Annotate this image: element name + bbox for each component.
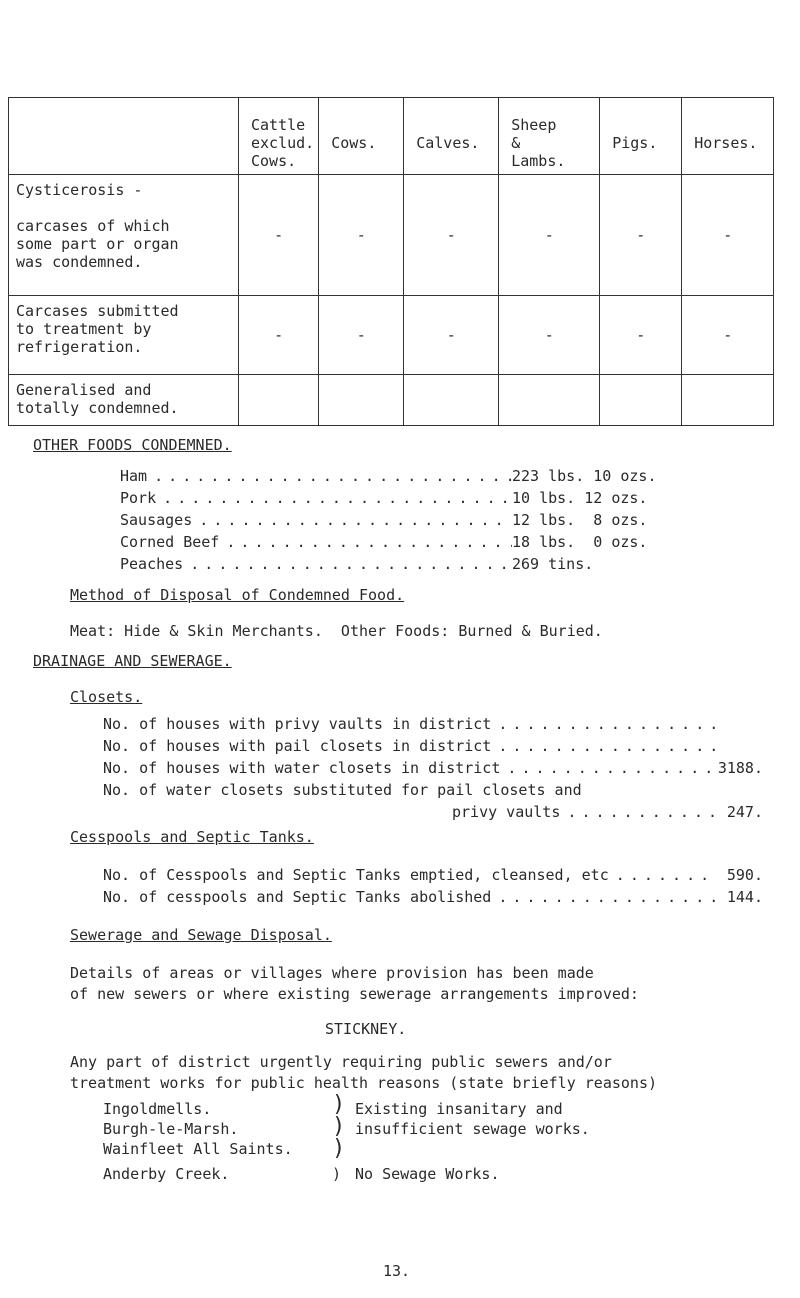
table-cell: -: [319, 175, 404, 296]
row-label: Carcases submitted to treatment by refrigeration.: [9, 296, 239, 375]
closet-row: [452, 803, 763, 821]
table-cell: [600, 375, 682, 426]
column-header: Calves.: [404, 98, 499, 175]
table-cell: -: [499, 296, 600, 375]
column-header: Pigs.: [600, 98, 682, 175]
table-cell: -: [682, 175, 774, 296]
sewerage-heading: Sewerage and Sewage Disposal.: [70, 926, 332, 944]
closet-text: No. of water closets substituted for pail closets and: [103, 781, 582, 799]
closet-text: No. of houses with privy vaults in district: [103, 715, 492, 733]
cesspool-text: No. of Cesspools and Septic Tanks emptied, cleansed, etc: [103, 866, 609, 884]
area-group-reason: No Sewage Works.: [355, 1165, 500, 1183]
other-foods-heading: OTHER FOODS CONDEMNED.: [33, 436, 232, 454]
row-label: Cysticerosis - carcases of which some part or organ was condemned.: [9, 175, 239, 296]
table-row: [9, 296, 774, 375]
food-qty: 18 lbs. 0 ozs.: [512, 533, 648, 551]
page-number: 13.: [383, 1262, 411, 1280]
table-cell: -: [404, 296, 499, 375]
food-item: [120, 511, 750, 529]
closet-row: [103, 759, 763, 777]
row-label: Generalised and totally condemned.: [9, 375, 239, 426]
area-group-places: Anderby Creek.: [103, 1165, 230, 1183]
table-cell: -: [499, 175, 600, 296]
food-name: Corned Beef: [120, 533, 220, 551]
table-cell: [319, 375, 404, 426]
table-row: [9, 175, 774, 296]
drainage-heading: DRAINAGE AND SEWERAGE.: [33, 652, 232, 670]
area-group-reason: Existing insanitary and insufficient sewage works.: [355, 1100, 590, 1138]
food-qty: 12 lbs. 8 ozs.: [512, 511, 648, 529]
closet-text: privy vaults: [452, 803, 561, 821]
table-cell: -: [682, 296, 774, 375]
table-cell: [239, 375, 319, 426]
closet-row: [103, 737, 763, 755]
food-item: [120, 533, 750, 551]
table-cell: -: [239, 296, 319, 375]
closet-value: [715, 715, 763, 733]
table-cell: -: [319, 296, 404, 375]
table-header-row: [9, 98, 774, 175]
food-item: [120, 555, 750, 573]
table-corner-cell: [9, 98, 239, 175]
table-cell: -: [404, 175, 499, 296]
table-cell: -: [239, 175, 319, 296]
brace-icon: ) ) ): [332, 1092, 346, 1161]
cesspools-heading: Cesspools and Septic Tanks.: [70, 828, 314, 846]
food-name: Ham: [120, 467, 148, 485]
closet-row: [103, 715, 763, 733]
closet-value: 247.: [726, 803, 763, 821]
column-header: Cattle exclud. Cows.: [239, 98, 319, 175]
closet-text: No. of houses with pail closets in district: [103, 737, 492, 755]
closets-heading: Closets.: [70, 688, 143, 706]
food-name: Pork: [120, 489, 157, 507]
cesspool-value: 144.: [726, 888, 763, 906]
inspection-table: [8, 97, 774, 426]
table-cell: -: [600, 296, 682, 375]
column-header: Sheep & Lambs.: [499, 98, 600, 175]
column-header: Cows.: [319, 98, 404, 175]
cesspool-row: [103, 866, 763, 884]
closet-value: 3188.: [717, 759, 763, 777]
food-item: [120, 467, 750, 485]
table-row: [9, 375, 774, 426]
table-cell: [499, 375, 600, 426]
closet-text: No. of houses with water closets in district: [103, 759, 501, 777]
cesspool-value: 590.: [726, 866, 763, 884]
column-header: Horses.: [682, 98, 774, 175]
food-qty: 269 tins.: [512, 555, 594, 573]
food-item: [120, 489, 750, 507]
table-cell: -: [600, 175, 682, 296]
brace-icon: ): [332, 1165, 342, 1183]
area-group-places: Ingoldmells. Burgh-le-Marsh. Wainfleet All Saints.: [103, 1100, 293, 1158]
closet-value: [715, 737, 763, 755]
cesspool-text: No. of cesspools and Septic Tanks abolished: [103, 888, 492, 906]
disposal-method-text: Meat: Hide & Skin Merchants. Other Foods: Burned & Buried.: [70, 622, 603, 640]
food-qty: 223 lbs. 10 ozs.: [512, 467, 657, 485]
table-cell: [404, 375, 499, 426]
details-text: Details of areas or villages where provision has been made of new sewers or where existing sewerage arrangements improved:: [70, 964, 639, 1003]
table-cell: [682, 375, 774, 426]
cesspool-row: [103, 888, 763, 906]
food-name: Peaches: [120, 555, 184, 573]
urgent-text: Any part of district urgently requiring public sewers and/or treatment works for public health reasons (state briefly reasons): [70, 1053, 657, 1092]
food-name: Sausages: [120, 511, 193, 529]
disposal-method-heading: Method of Disposal of Condemned Food.: [70, 586, 405, 604]
place-name: STICKNEY.: [325, 1020, 407, 1038]
food-qty: 10 lbs. 12 ozs.: [512, 489, 648, 507]
